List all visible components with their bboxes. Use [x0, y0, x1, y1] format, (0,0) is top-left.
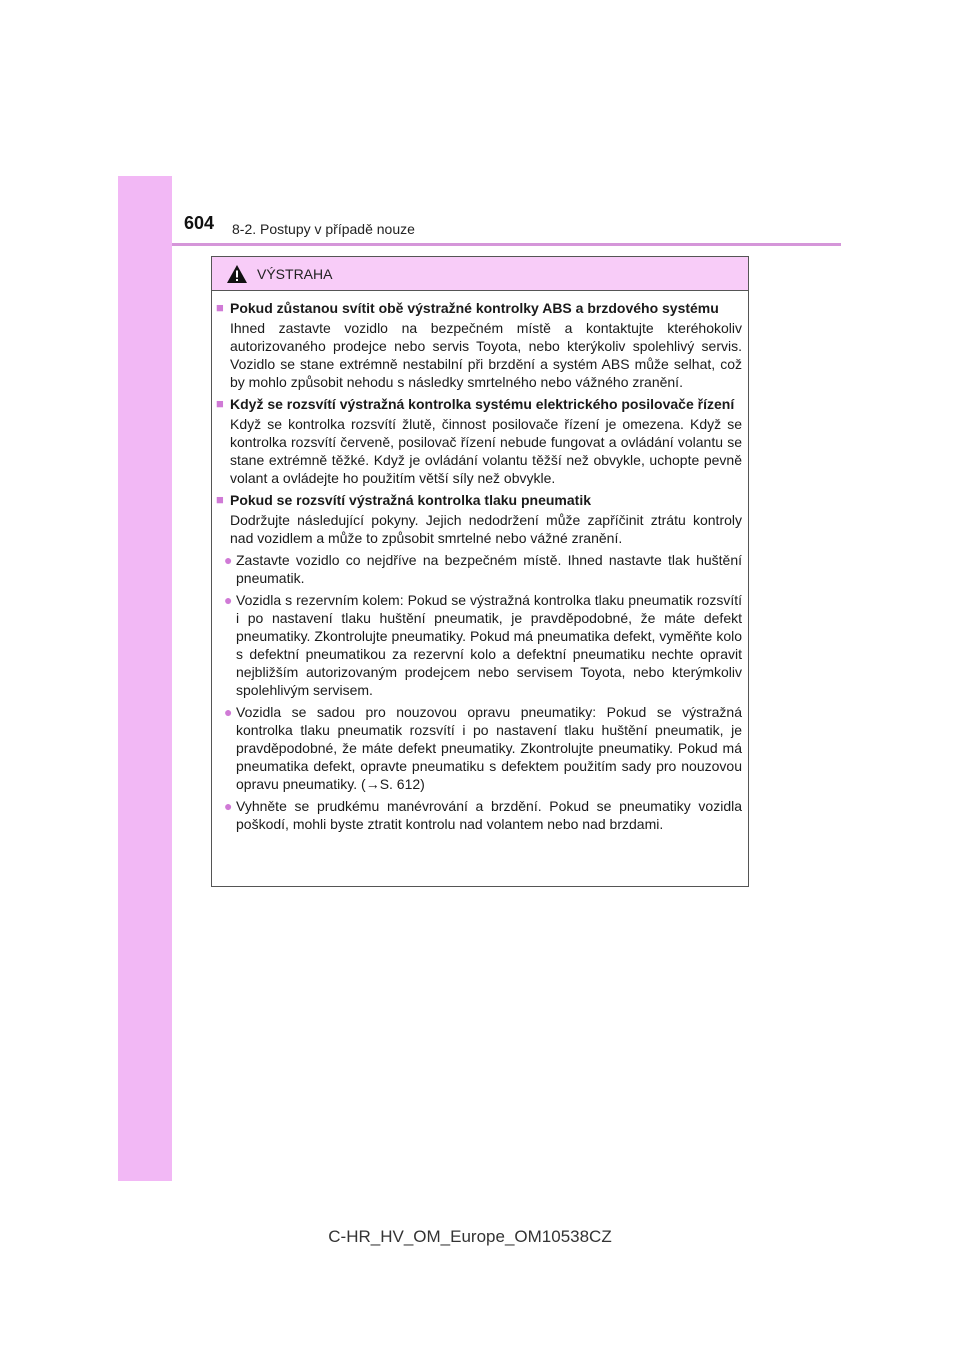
document-code-footer: C-HR_HV_OM_Europe_OM10538CZ	[328, 1227, 612, 1246]
warning-section-tpms	[216, 491, 742, 833]
warning-triangle-icon	[226, 264, 248, 284]
section-heading: Pokud se rozsvítí výstražná kontrolka tlaku pneumatik	[230, 492, 591, 508]
list-item	[216, 703, 742, 793]
list-item	[216, 551, 742, 587]
list-item-text: Vozidla s rezervním kolem: Pokud se výstražná kontrolka tlaku pneumatik rozsvítí i po nastavení tlaku huštění pneumatik, je pravděpodobné, že máte defekt pneumatiky. Zkontrolujte pneumatiky. Pokud má pneumatika defekt, vyměňte kolo s defektní pneumatikou za rezervní kolo a defektní pneumatiku nechte opravit nejbližším autorizovaným prodejcem nebo servisem Toyota, nebo kterýmkoliv spolehlivým servisem.	[236, 592, 742, 698]
circle-bullet-icon: ●	[224, 798, 233, 814]
section-body: Když se kontrolka rozsvítí žlutě, činnost posilovače řízení je omezena. Když se kontrolka rozsvítí červeně, posilovač řízení nebude fungovat a ovládání volantu se stane extrémně těžké. Když je ovládání volantu těžší než obvykle, uchopte pevně volant a ovládejte ho použitím větší síly než obvykle.	[230, 416, 742, 486]
list-item	[216, 591, 742, 699]
section-heading: Pokud zůstanou svítit obě výstražné kontrolky ABS a brzdového systému	[230, 300, 719, 316]
warning-content	[212, 291, 748, 833]
circle-bullet-icon: ●	[224, 552, 233, 568]
circle-bullet-icon: ●	[224, 704, 233, 720]
section-title: 8-2. Postupy v případě nouze	[232, 221, 415, 237]
circle-bullet-icon: ●	[224, 592, 233, 608]
warning-header	[212, 257, 748, 291]
header-divider	[172, 243, 841, 246]
square-bullet-icon: ■	[216, 300, 224, 315]
warning-section-abs	[216, 299, 742, 391]
square-bullet-icon: ■	[216, 396, 224, 411]
page-number: 604	[184, 213, 215, 233]
warning-title: VÝSTRAHA	[257, 265, 333, 282]
section-heading: Když se rozsvítí výstražná kontrolka systému elektrického posilovače řízení	[230, 396, 735, 412]
section-body: Dodržujte následující pokyny. Jejich nedodržení může zapříčinit ztrátu kontroly nad vozidlem a může to způsobit smrtelné nebo vážné zranění.	[230, 512, 742, 546]
warning-box	[211, 256, 749, 887]
warning-section-eps	[216, 395, 742, 487]
list-item-text: Zastavte vozidlo co nejdříve na bezpečném místě. Ihned nastavte tlak huštění pneumatik.	[236, 552, 742, 586]
section-body: Ihned zastavte vozidlo na bezpečném místě a kontaktujte kteréhokoliv autorizovaného prodejce nebo servis Toyota, nebo kterýkoliv spolehlivý servis. Vozidlo se stane extrémně nestabilní při brzdění a systém ABS může selhat, což by mohlo způsobit nehodu s následky smrtelného nebo vážného zranění.	[230, 320, 742, 390]
chapter-sidebar-tab	[118, 176, 172, 1181]
list-item-text: Vyhněte se prudkému manévrování a brzdění. Pokud se pneumatiky vozidla poškodí, mohli byste ztratit kontrolu nad volantem nebo nad brzdami.	[236, 798, 742, 832]
list-item-text: Vozidla se sadou pro nouzovou opravu pneumatiky: Pokud se výstražná kontrolka tlaku pneumatik rozsvítí i po nastavení tlaku huštění pneumatik, je pravděpodobné, že máte defekt pneumatiky. Zkontrolujte pneumatiky. Pokud má pneumatika defekt, opravte pneumatiku s defektem použitím sady pro nouzovou opravu pneumatiky. (→S. 612)	[236, 704, 742, 792]
list-item	[216, 797, 742, 833]
square-bullet-icon: ■	[216, 492, 224, 507]
